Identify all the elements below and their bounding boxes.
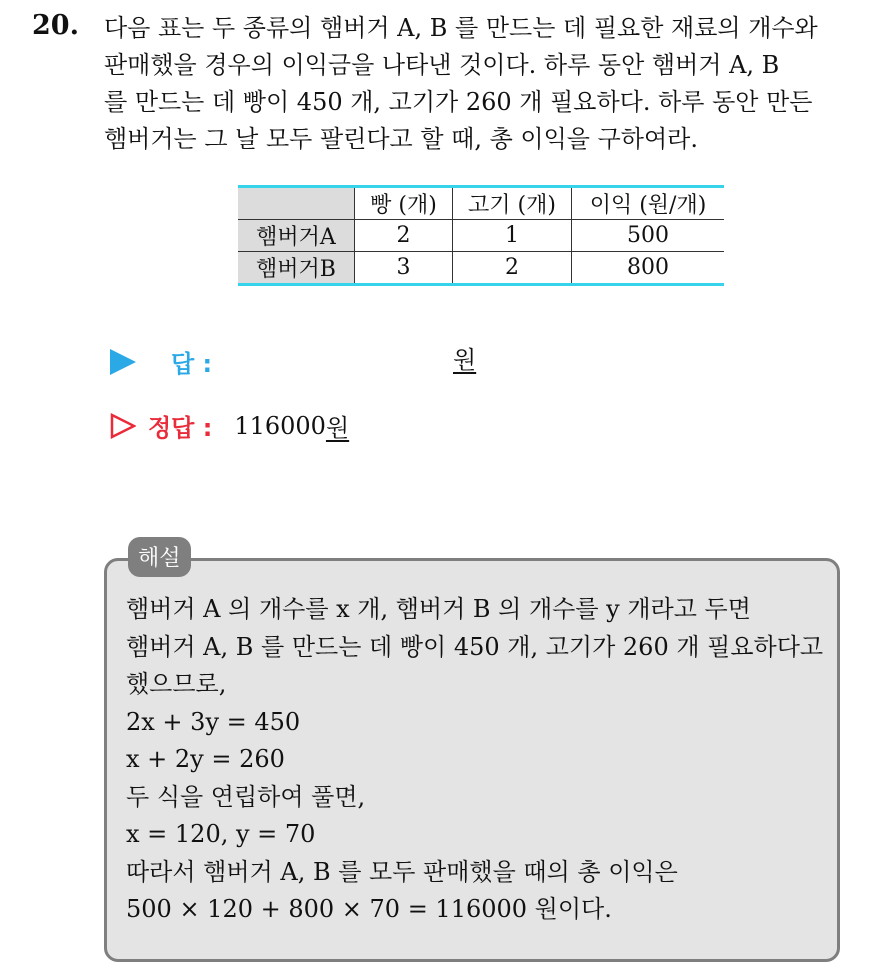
solution-line: 햄버거 A 의 개수를 x 개, 햄버거 B 의 개수를 y 개라고 두면	[126, 595, 751, 623]
table-row-label: 햄버거B	[238, 252, 355, 285]
solution-line: 두 식을 연립하여 풀면,	[126, 782, 366, 811]
table-header-meat: 고기 (개)	[453, 187, 572, 220]
correct-answer-unit: 원	[325, 414, 350, 442]
table-row-label: 햄버거A	[238, 220, 355, 252]
table-header-row	[238, 187, 724, 220]
outline-triangle-icon	[110, 413, 136, 439]
table-row	[238, 252, 724, 285]
question-line: 햄버거는 그 날 모두 팔린다고 할 때, 총 이익을 구하여라.	[104, 125, 698, 153]
table-cell: 3	[355, 252, 453, 285]
solution-line: 햄버거 A, B 를 만드는 데 빵이 450 개, 고기가 260 개 필요하다고	[126, 632, 824, 661]
play-triangle-icon	[110, 349, 136, 375]
table-cell: 2	[355, 220, 453, 252]
solution-equation: x = 120, y = 70	[126, 820, 316, 848]
solution-line: 따라서 햄버거 A, B 를 모두 판매했을 때의 총 이익은	[126, 857, 678, 886]
table-corner-cell	[238, 187, 355, 220]
answer-unit: 원	[453, 346, 477, 374]
table-row	[238, 220, 724, 252]
question-line: 를 만드는 데 빵이 450 개, 고기가 260 개 필요하다. 하루 동안 만든	[104, 88, 813, 116]
solution-line: 했으므로,	[126, 670, 227, 698]
answer-row	[110, 344, 477, 379]
correct-answer-value: 116000	[234, 411, 326, 440]
solution-equation: 2x + 3y = 450	[126, 707, 301, 736]
table-cell: 500	[572, 220, 725, 252]
solution-equation: 500 × 120 + 800 × 70 = 116000 원이다.	[126, 895, 612, 923]
table-cell: 800	[572, 252, 725, 285]
question-text	[104, 10, 864, 158]
solution-text	[126, 591, 826, 929]
table-header-profit: 이익 (원/개)	[589, 193, 707, 218]
solution-equation: x + 2y = 260	[126, 745, 285, 773]
solution-tab-label: 해설	[128, 537, 191, 577]
question-line: 다음 표는 두 종류의 햄버거 A, B 를 만드는 데 필요한 재료의 개수와	[104, 14, 818, 42]
correct-answer-row	[110, 408, 349, 443]
table-cell: 2	[453, 252, 572, 285]
answer-label: 답 :	[171, 350, 213, 378]
correct-answer-label: 정답 :	[148, 414, 213, 442]
ingredient-table	[238, 185, 724, 286]
table-cell: 1	[453, 220, 572, 252]
table-header-bread: 빵 (개)	[355, 187, 453, 220]
question-line: 판매했을 경우의 이익금을 나타낸 것이다. 하루 동안 햄버거 A, B	[104, 51, 780, 79]
question-number: 20.	[32, 10, 79, 41]
